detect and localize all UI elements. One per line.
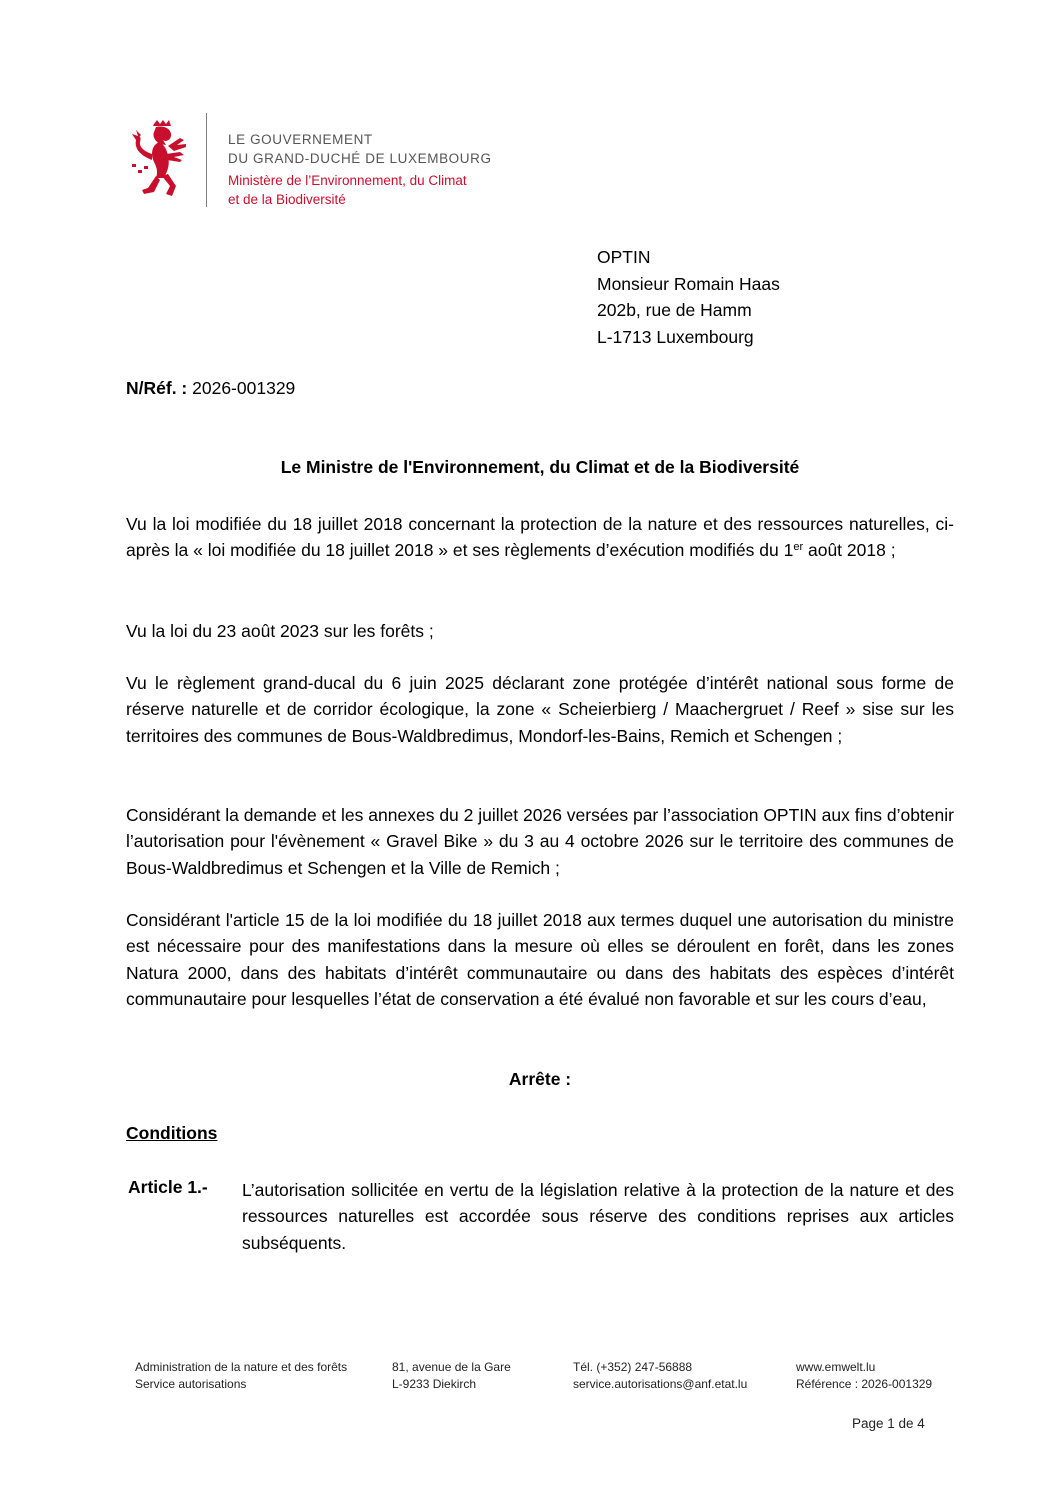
footer-street: 81, avenue de la Gare: [392, 1360, 511, 1374]
ministry-line-2: et de la Biodiversité: [228, 192, 346, 207]
footer-city: L-9233 Diekirch: [392, 1377, 477, 1391]
paragraph-5: Considérant l'article 15 de la loi modifiée du 18 juillet 2018 aux termes duquel une autorisation du ministre est nécessaire pour des manifestations dans la mesure où elles se déroulent en forêt, dans les zones Natura 2000, dans des habitats d’intérêt communautaire ou dans des habitats des espèces d’intérêt communautaire pour lesquelles l’état de conservation a été évalué non favorable et sur les cours d’eau,: [126, 910, 954, 1010]
paragraph-1-main: Vu la loi modifiée du 18 juillet 2018 concernant la protection de la nature et des ressources naturelles, ci-après la « loi modifiée du 18 juillet 2018 » et ses règlements d’exécution modifiés du 1: [126, 514, 954, 561]
letterhead-divider: [206, 113, 207, 207]
recipient-street: 202b, rue de Hamm: [597, 300, 752, 320]
recipient-address: [597, 244, 780, 350]
paragraph-3: Vu le règlement grand-ducal du 6 juin 2025 déclarant zone protégée d’intérêt national sous forme de réserve naturelle et de corridor écologique, la zone « Scheierbierg / Maachergruet / Reef » sise sur les territoires des communes de Bous-Waldbredimus, Mondorf-les-Bains, Remich et Schengen ;: [126, 673, 954, 746]
reference-label: N/Réf. :: [126, 378, 188, 398]
recipient-name: Monsieur Romain Haas: [597, 273, 780, 294]
footer-col-contact: [573, 1359, 747, 1393]
footer-col-address: [392, 1359, 511, 1393]
footer-email: service.autorisations@anf.etat.lu: [573, 1377, 748, 1391]
footer-reference: Référence : 2026-001329: [796, 1377, 933, 1391]
footer-service: Service autorisations: [135, 1377, 247, 1391]
article-1-text: L’autorisation sollicitée en vertu de la législation relative à la protection de la nature et des ressources naturelles est accordée sous réserve des conditions reprises aux articles subséquents.: [242, 1180, 954, 1253]
paragraph-1-sup: er: [793, 541, 804, 554]
footer-website: www.emwelt.lu: [796, 1360, 876, 1374]
article-1-label: Article 1.-: [128, 1177, 208, 1197]
document-title: Le Ministre de l'Environnement, du Climat et de la Biodiversité: [280, 457, 800, 477]
arrete-heading: Arrête :: [508, 1069, 572, 1089]
letterhead-line-2: DU GRAND-DUCHÉ DE LUXEMBOURG: [228, 151, 492, 166]
red-lion-icon: [130, 120, 192, 200]
reference-line: [126, 378, 295, 399]
paragraph-4: Considérant la demande et les annexes du 2 juillet 2026 versées par l’association OPTIN aux fins d’obtenir l’autorisation pour l'évènement « Gravel Bike » du 3 au 4 octobre 2026 sur le territoire des communes de Bous-Waldbredimus et Schengen et la Ville de Remich ;: [126, 805, 954, 878]
reference-value: 2026-001329: [192, 378, 296, 398]
paragraph-2: Vu la loi du 23 août 2023 sur les forêts ;: [126, 621, 434, 641]
conditions-heading: Conditions: [126, 1123, 218, 1143]
footer-col-web: [796, 1359, 932, 1393]
letterhead-line-1: LE GOUVERNEMENT: [228, 132, 373, 147]
paragraph-1: [126, 511, 954, 564]
recipient-city: L-1713 Luxembourg: [597, 326, 754, 347]
paragraph-1-end: août 2018 ;: [803, 540, 896, 561]
recipient-org: OPTIN: [597, 247, 651, 267]
ministry-line-1: Ministère de l’Environnement, du Climat: [228, 173, 467, 188]
footer-phone: Tél. (+352) 247-56888: [573, 1360, 693, 1374]
footer-col-administration: [135, 1359, 347, 1393]
footer-admin-name: Administration de la nature et des forêts: [135, 1360, 348, 1374]
page-number: Page 1 de 4: [852, 1416, 925, 1431]
